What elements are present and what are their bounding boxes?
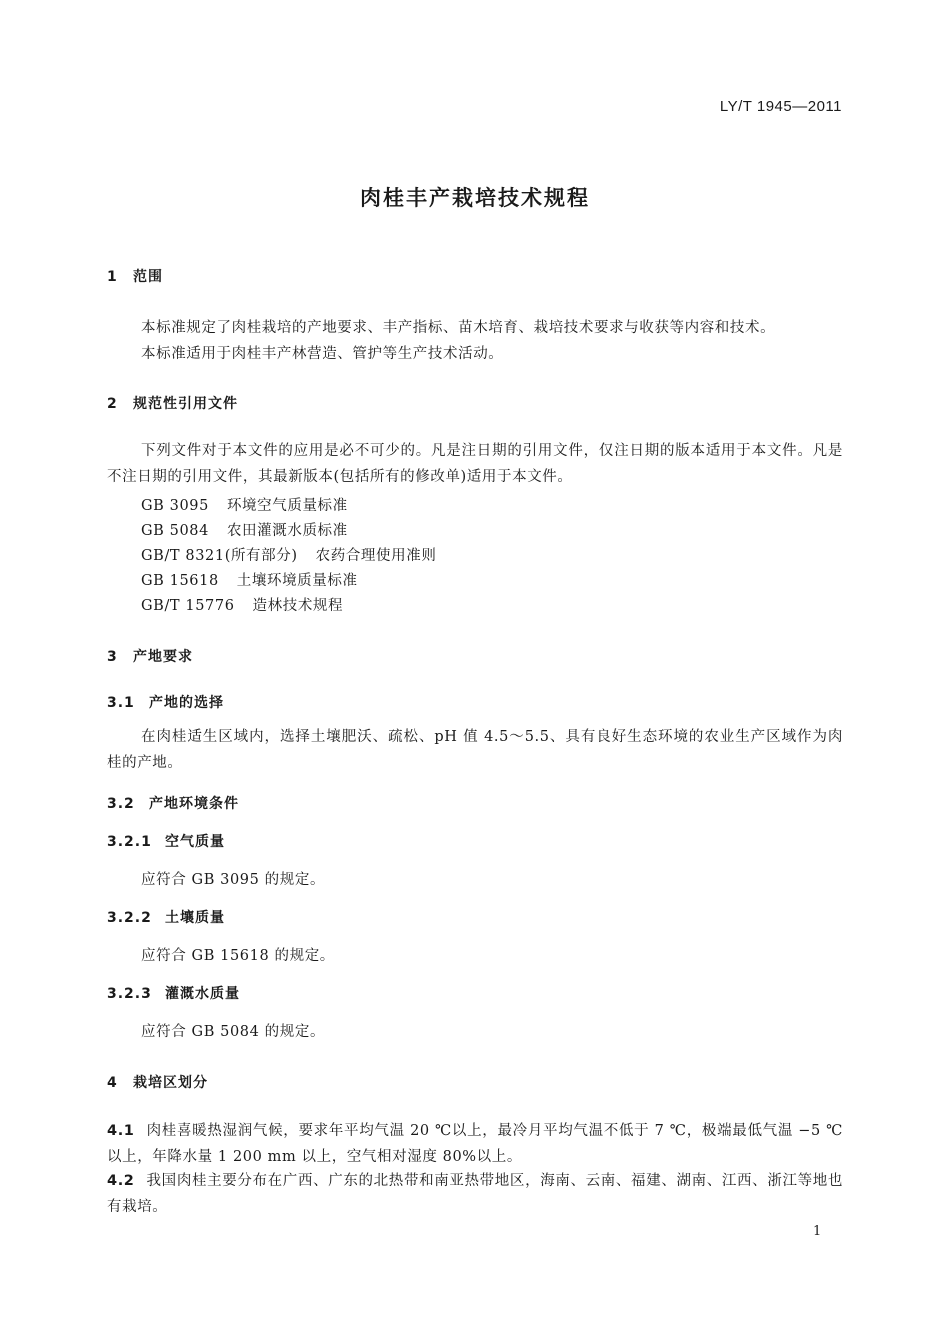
reference-item [141,569,358,590]
paragraph: 本标准规定了肉桂栽培的产地要求、丰产指标、苗木培育、栽培技术要求与收获等内容和技术。 [141,320,776,336]
reference-name: 土壤环境质量标准 [236,573,358,589]
reference-code: GB 15618 [141,573,219,589]
reference-name: 造林技术规程 [252,598,344,614]
section-title: 土壤质量 [165,910,225,926]
section-title: 栽培区划分 [133,1075,208,1091]
section-3-2-3-heading [107,983,240,1003]
clause-text: 肉桂喜暖热湿润气候，要求年平均气温 20 ℃以上，最冷月平均气温不低于 7 ℃，极端最低气温 −5 ℃以上，年降水量 1 200 mm 以上，空气相对湿度 80%以上。 [107,1123,843,1165]
section-title: 规范性引用文件 [133,396,238,412]
page-number: 1 [813,1224,822,1239]
reference-item [141,544,436,565]
section-number: 3.1 [107,695,135,711]
section-3-2-heading [107,793,239,813]
reference-code: GB 5084 [141,523,209,539]
section-title: 产地环境条件 [149,796,239,812]
section-title: 产地要求 [133,649,193,665]
reference-code: GB 3095 [141,498,209,514]
section-3-heading [107,646,193,666]
paragraph: 应符合 GB 3095 的规定。 [141,872,326,888]
paragraph: 应符合 GB 5084 的规定。 [141,1024,326,1040]
section-1-heading [107,266,163,286]
section-3-1-heading [107,692,224,712]
reference-item [141,519,348,540]
paragraph: 本标准适用于肉桂丰产林营造、管护等生产技术活动。 [141,346,504,362]
section-title: 范围 [133,269,163,285]
section-number: 3.2.1 [107,834,152,850]
clause-4-2 [107,1168,843,1220]
section-3-2-1-heading [107,831,225,851]
section-3-2-2-heading [107,907,225,927]
section-number: 3.2 [107,796,135,812]
reference-code: GB/T 15776 [141,598,235,614]
clause-text: 我国肉桂主要分布在广西、广东的北热带和南亚热带地区，海南、云南、福建、湖南、江西、浙江等地也有栽培。 [107,1173,843,1215]
section-2-heading [107,393,238,413]
section-number: 1 [107,269,118,285]
section-number: 3 [107,649,118,665]
clause-number: 4.1 [107,1123,135,1139]
document-title: 肉桂丰产栽培技术规程 [360,186,590,210]
clause-4-1 [107,1118,843,1170]
section-number: 3.2.3 [107,986,152,1002]
paragraph: 应符合 GB 15618 的规定。 [141,948,335,964]
section-number: 2 [107,396,118,412]
standard-code: LY/T 1945—2011 [719,98,842,115]
section-number: 4 [107,1075,118,1091]
section-4-heading [107,1072,208,1092]
section-title: 灌溉水质量 [165,986,240,1002]
reference-name: 农药合理使用准则 [315,548,437,564]
section-title: 产地的选择 [149,695,224,711]
reference-name: 环境空气质量标准 [226,498,348,514]
reference-code: GB/T 8321(所有部分) [141,548,298,564]
section-title: 空气质量 [165,834,225,850]
reference-name: 农田灌溉水质标准 [226,523,348,539]
paragraph: 下列文件对于本文件的应用是必不可少的。凡是注日期的引用文件，仅注日期的版本适用于本文件。凡是不注日期的引用文件，其最新版本(包括所有的修改单)适用于本文件。 [107,443,843,485]
reference-item [141,594,343,615]
reference-item [141,494,348,515]
clause-number: 4.2 [107,1173,135,1189]
paragraph: 在肉桂适生区域内，选择土壤肥沃、疏松、pH 值 4.5～5.5、具有良好生态环境的农业生产区域作为肉桂的产地。 [107,729,843,771]
section-number: 3.2.2 [107,910,152,926]
